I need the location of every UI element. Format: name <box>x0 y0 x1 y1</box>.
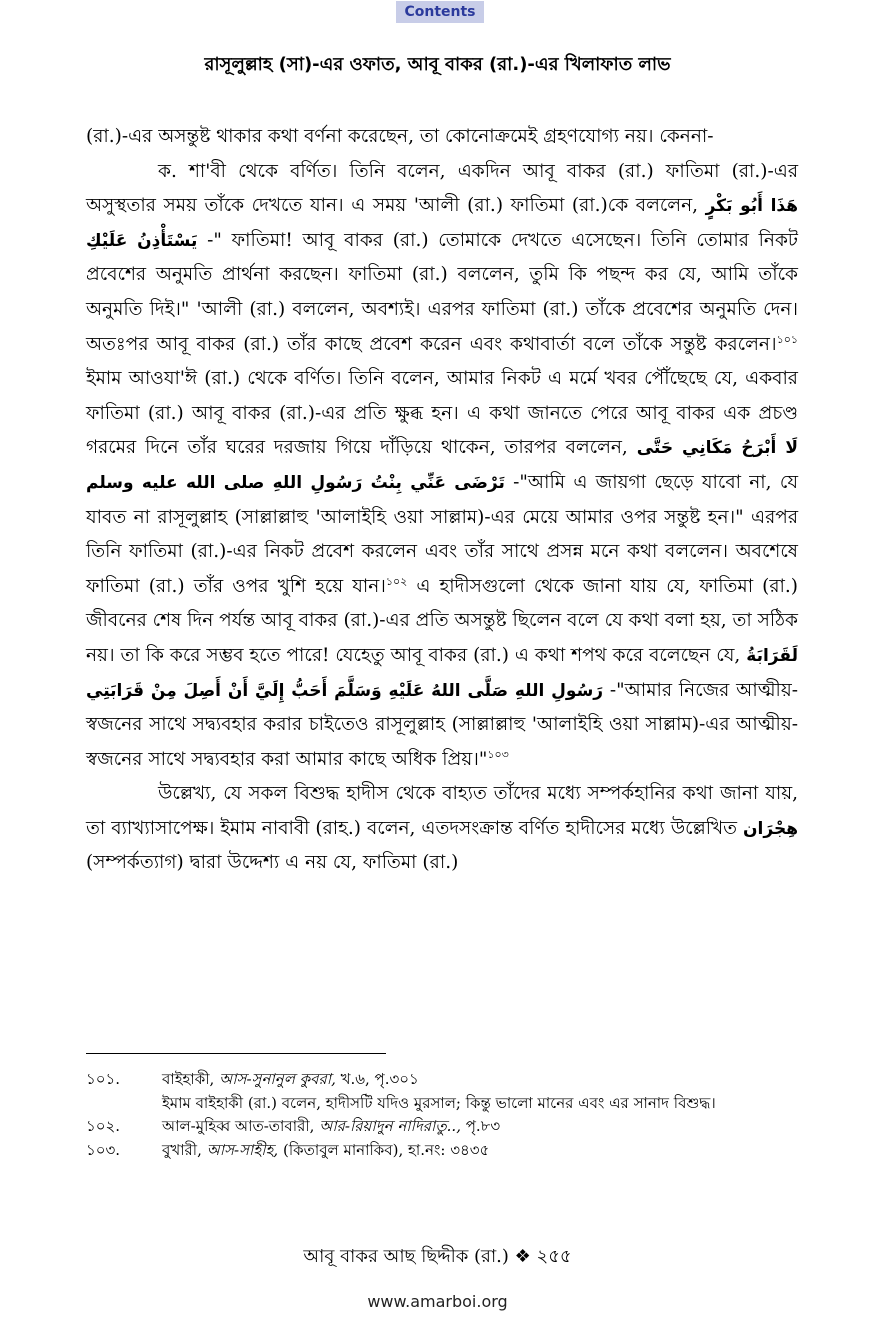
footnote-citation: বুখারী, আস-সাহীহ, (কিতাবুল মানাকিব), হা.নং: ৩৪৩৫ <box>162 1141 490 1159</box>
footnote-ref-102[interactable]: ১০২ <box>385 574 408 588</box>
arabic-quote-3: لَقَرَابَةُ رَسُولِ اللهِ صَلَّى اللهُ عَلَيْهِ وَسَلَّمَ أَحَبُّ إِلَيَّ أَنْ أَصِلَ مِنْ قَرَابَتِي <box>86 645 798 701</box>
footnote-ref-103[interactable]: ১০৩ <box>487 747 509 761</box>
body-text <box>86 120 798 881</box>
text-segment: -"আমি এ জায়গা ছেড়ে যাবো না, যে যাবত না রাসূলুল্লাহ (সাল্লাল্লাহু 'আলাইহি ওয়া সাল্লাম)-এর মেয়ে আমার ওপর সন্তুষ্ট হন।" এরপর তিনি ফাতিমা (রা.)-এর নিকট প্রবেশ করলেন এবং তাঁর সাথে প্রসন্ন মনে কথা বললেন। অবশেষে ফাতিমা (রা.) তাঁর ওপর খুশি হয়ে যান। <box>86 471 798 597</box>
footnote-divider <box>86 1053 386 1054</box>
text-segment: (সম্পর্কত্যাগ) দ্বারা উদ্দেশ্য এ নয় যে, ফাতিমা (রা.) <box>86 852 459 874</box>
footnote-citation: আল-মুহিব্ব আত-তাবারী, আর-রিয়াদুন নাদিরাতু.., পৃ.৮৩ <box>162 1117 501 1135</box>
arabic-word: هِجْرَان <box>743 818 798 839</box>
page-footer <box>0 1242 875 1273</box>
footnote-note: ইমাম বাইহাকী (রা.) বলেন, হাদীসটি যদিও মুরসাল; কিন্তু ভালো মানের এবং এর সানাদ বিশুদ্ধ। <box>162 1094 716 1112</box>
footnote-102 <box>86 1115 798 1138</box>
footnote-citation: বাইহাকী, আস-সুনানুল কুবরা, খ.৬, পৃ.৩০১ <box>162 1070 419 1088</box>
arabic-quote-1: هَذَا أَبُو بَكْرٍ يَسْتَأْذِنُ عَلَيْكِ <box>86 196 799 251</box>
paragraph-3 <box>86 777 798 881</box>
footnote-number: ১০১. <box>86 1070 120 1088</box>
footnote-103 <box>86 1139 798 1162</box>
paragraph-2 <box>86 155 798 778</box>
contents-button[interactable]: Contents <box>396 1 484 23</box>
paragraph-1: (রা.)-এর অসন্তুষ্ট থাকার কথা বর্ণনা করেছেন, তা কোনোক্রমেই গ্রহণযোগ্য নয়। কেননা- <box>86 126 714 147</box>
text-segment: উল্লেখ্য, যে সকল বিশুদ্ধ হাদীস থেকে বাহ্যত তাঁদের মধ্যে সম্পর্কহানির কথা জানা যায়, তা ব্যাখ্যাসাপেক্ষ। ইমাম নাবাবী (রাহ.) বলেন, এতদসংক্রান্ত বর্ণিত হাদীসের মধ্যে উল্লেখিত <box>86 783 798 839</box>
page-number: ২৫৫ <box>536 1246 572 1267</box>
footnote-ref-101[interactable]: ১০১ <box>776 332 798 346</box>
text-segment: ক. শা'বী থেকে বর্ণিত। তিনি বলেন, একদিন আবূ বাকর (রা.) ফাতিমা (রা.)-এর অসুস্থতার সময় তাঁকে দেখতে যান। এ সময় 'আলী (রা.) ফাতিমা (রা.)কে বললেন, <box>86 160 798 217</box>
footnote-number: ১০২. <box>86 1117 121 1135</box>
book-title: আবূ বাকর আছ ছিদ্দীক (রা.) <box>303 1246 509 1267</box>
footnote-number: ১০৩. <box>86 1141 121 1159</box>
text-segment: ইমাম আওযা'ঈ (রা.) থেকে বর্ণিত। তিনি বলেন, আমার নিকট এ মর্মে খবর পৌঁছেছে যে, একবার ফাতিমা (রা.) আবূ বাকর (রা.)-এর প্রতি ক্ষুব্ধ হন। এ কথা জানতে পেরে আবূ বাকর এক প্রচণ্ড গরমের দিনে তাঁর ঘরের দরজায় গিয়ে দাঁড়িয়ে থাকেন, তারপর বললেন, <box>86 368 798 459</box>
text-segment: -" ফাতিমা! আবূ বাকর (রা.) তোমাকে দেখতে এসেছেন। তিনি তোমার নিকট প্রবেশের অনুমতি প্রার্থনা করছেন। ফাতিমা (রা.) বললেন, তুমি কি পছন্দ কর যে, আমি তাঁকে অনুমতি দিই।" 'আলী (রা.) বললেন, অবশ্যই। এরপর ফাতিমা (রা.) তাঁকে প্রবেশের অনুমতি দেন। অতঃপর আবূ বাকর (রা.) তাঁর কাছে প্রবেশ করেন এবং কথাবার্তা বলে তাঁকে সন্তুষ্ট করলেন। <box>86 229 798 355</box>
footnotes <box>86 1068 798 1163</box>
diamond-separator-icon: ❖ <box>514 1246 531 1267</box>
text-segment: এ হাদীসগুলো থেকে জানা যায় যে, ফাতিমা (রা.) জীবনের শেষ দিন পর্যন্ত আবূ বাকর (রা.)-এর প্রতি অসন্তুষ্ট ছিলেন বলে যে কথা বলা হয়, তা সঠিক নয়। তা কি করে সম্ভব হতে পারে! যেহেতু আবূ বাকর (রা.) এ কথা শপথ করে বলেছেন যে, <box>86 575 798 666</box>
running-header: রাসূলুল্লাহ (সা)-এর ওফাত, আবূ বাকর (রা.)-এর খিলাফাত লাভ <box>204 54 671 75</box>
arabic-quote-2: لَا أَبْرَحُ مَكَانِي حَتَّى تَرْضَى عَنِّي بِنْتُ رَسُولِ اللهِ صلى الله عليه وسلم <box>86 438 798 493</box>
footnote-101 <box>86 1068 798 1115</box>
text-segment: -"আমার নিজের আত্মীয়-স্বজনের সাথে সদ্ব্যবহার করার চাইতেও রাসূলুল্লাহ (সাল্লাল্লাহু 'আলাইহি ওয়া সাল্লাম)-এর আত্মীয়-স্বজনের সাথে সদ্ব্যবহার করা আমার কাছে অধিক প্রিয়।" <box>86 679 798 770</box>
site-url[interactable]: www.amarboi.org <box>367 1292 508 1311</box>
